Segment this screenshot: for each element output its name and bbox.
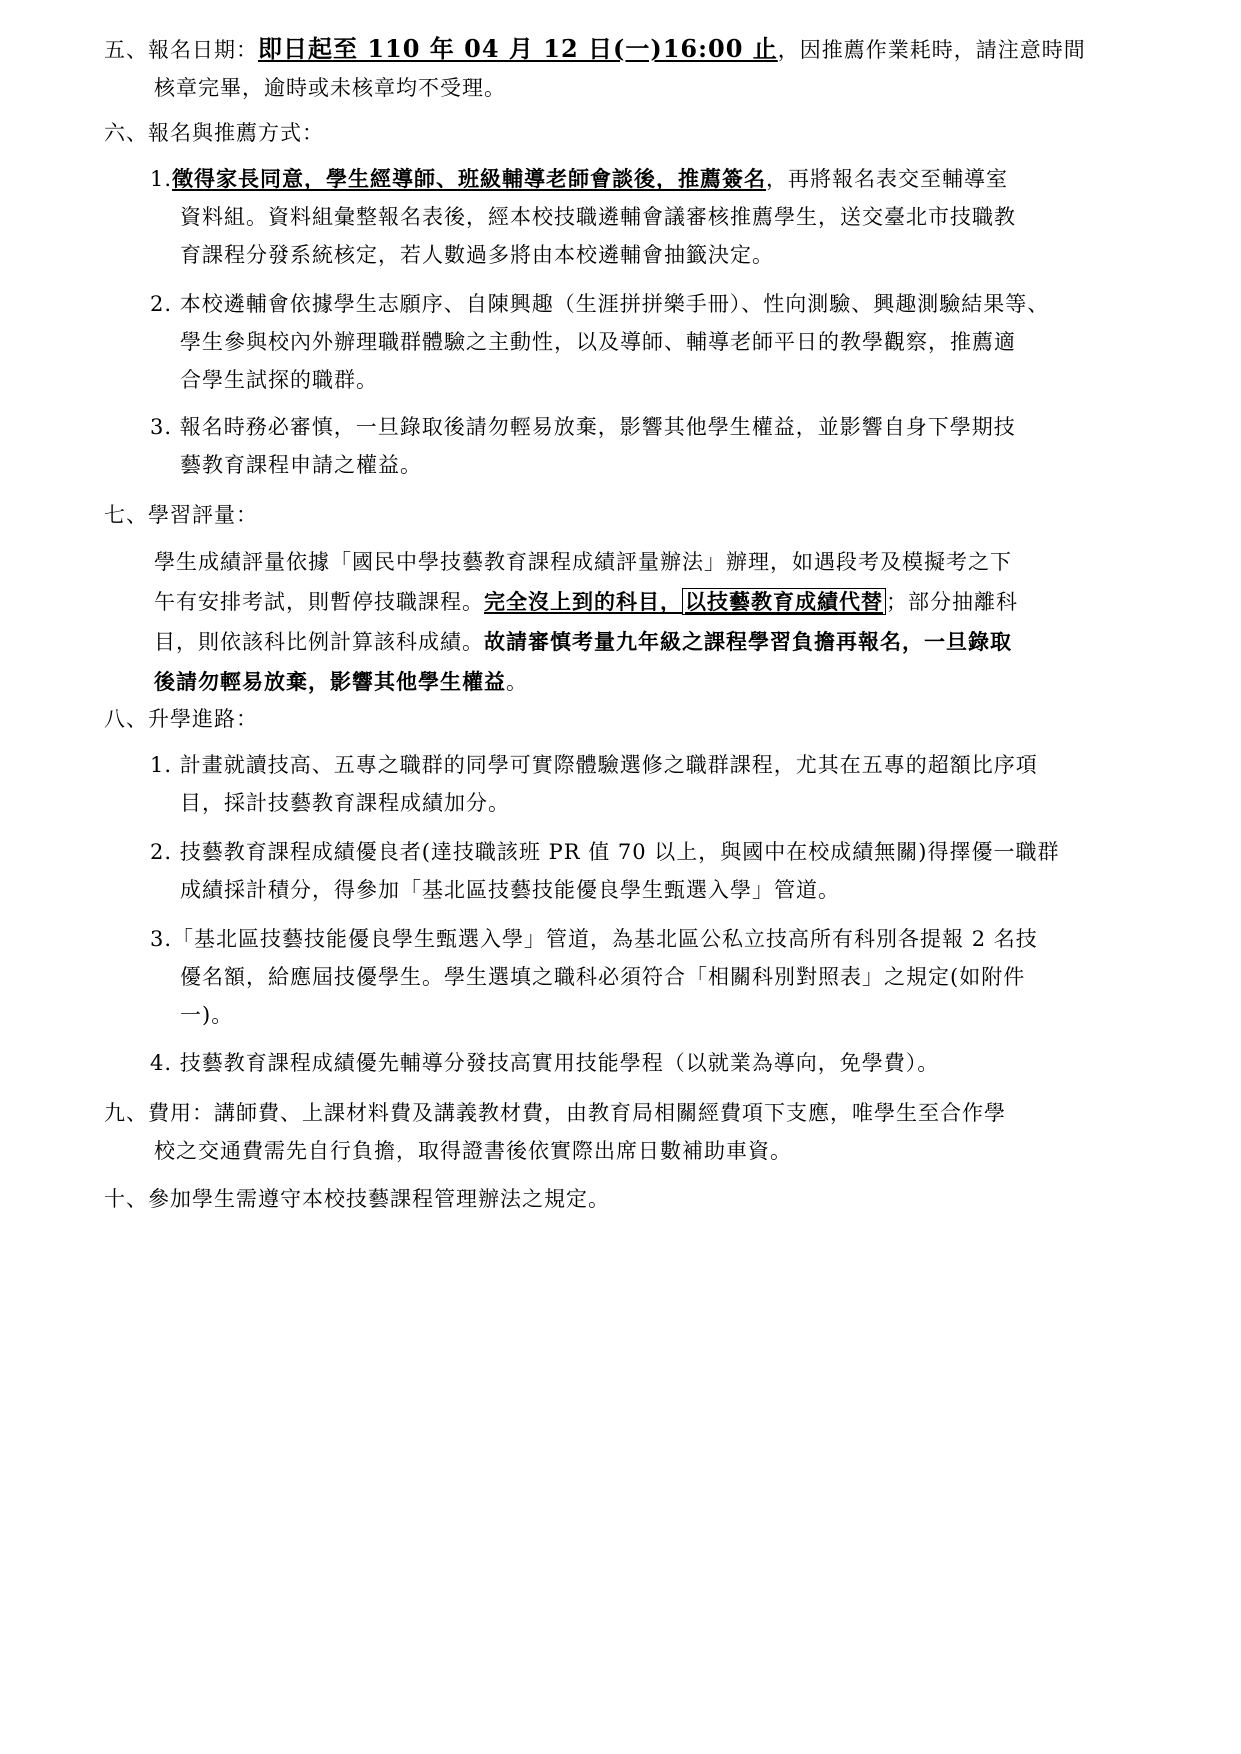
section-8-item-2-line-1: 2. 技藝教育課程成績優良者(達技職該班 PR 值 70 以上，與國中在校成績無關)得擇優一職群 bbox=[150, 840, 1060, 864]
section-8-item-3-line-3: 一)。 bbox=[180, 1003, 234, 1027]
registration-date: 即日起至 110 年 04 月 12 日(一)16:00 止 bbox=[258, 34, 778, 63]
section-6-item-1 bbox=[150, 160, 1140, 274]
section-6-heading: 六、報名與推薦方式： bbox=[104, 121, 324, 145]
caution-note: 故請審慎考量九年級之課程學習負擔再報名，一旦錄取 bbox=[484, 629, 1012, 654]
section-7-line-4 bbox=[154, 662, 1144, 702]
section-8-item-3-line-1: 3.「基北區技藝技能優良學生甄選入學」管道，為基北區公私立技高所有科別各提報 2 名技 bbox=[150, 927, 1038, 951]
section-7-line-1: 學生成績評量依據「國民中學技藝教育課程成績評量辦法」辦理，如遇段考及模擬考之下 bbox=[154, 550, 1012, 574]
section-7-heading: 七、學習評量： bbox=[104, 503, 258, 527]
section-8-item-2-line-2: 成績採計積分，得參加「基北區技藝技能優良學生甄選入學」管道。 bbox=[180, 878, 840, 902]
section-8-item-1-line-2: 目，採計技藝教育課程成績加分。 bbox=[180, 791, 510, 815]
section-8-item-4 bbox=[150, 1044, 1140, 1082]
section-6-item-2-line-3: 合學生試探的職群。 bbox=[180, 368, 378, 392]
section-6-item-1-line-3: 育課程分發系統核定，若人數過多將由本校遴輔會抽籤決定。 bbox=[180, 243, 774, 267]
section-5-heading: 五、報名日期： bbox=[104, 38, 258, 62]
section-9 bbox=[104, 1094, 1144, 1170]
section-6-item-1-line-2: 資料組。資料組彙整報名表後，經本校技職遴輔會議審核推薦學生，送交臺北市技職教 bbox=[180, 205, 1016, 229]
section-8-item-1-line-1: 1. 計畫就讀技高、五專之職群的同學可實際體驗選修之職群課程，尤其在五專的超額比序項 bbox=[150, 753, 1038, 777]
section-5-line-1 bbox=[104, 30, 1144, 69]
section-6-item-2 bbox=[150, 285, 1140, 399]
section-7-line-4-end: 。 bbox=[506, 670, 528, 694]
missed-subjects-note: 完全沒上到的科目， bbox=[484, 589, 682, 614]
section-6-item-2-line-2: 學生參與校內外辦理職群體驗之主動性，以及導師、輔導老師平日的教學觀察，推薦適 bbox=[180, 330, 1016, 354]
replacement-grade-note: 以技藝教育成績代替 bbox=[682, 588, 886, 615]
section-6-item-3-line-1: 3. 報名時務必審慎，一旦錄取後請勿輕易放棄，影響其他學生權益，並影響自身下學期技 bbox=[150, 415, 1016, 439]
section-9-line-1: 九、費用：講師費、上課材料費及講義教材費，由教育局相關經費項下支應，唯學生至合作學 bbox=[104, 1101, 1006, 1125]
section-8-heading: 八、升學進路： bbox=[104, 707, 258, 731]
section-8-item-1 bbox=[150, 746, 1140, 822]
section-5 bbox=[104, 30, 1144, 107]
item-number: 1. bbox=[150, 167, 173, 191]
section-9-line-2: 校之交通費需先自行負擔，取得證書後依實際出席日數補助車資。 bbox=[154, 1139, 792, 1163]
section-8-item-3-line-2: 優名額，給應屆技優學生。學生選填之職科必須符合「相關科別對照表」之規定(如附件 bbox=[180, 965, 1026, 989]
section-5-line-2: 核章完畢，逾時或未核章均不受理。 bbox=[154, 76, 506, 100]
section-10: 十、參加學生需遵守本校技藝課程管理辦法之規定。 bbox=[104, 1187, 610, 1211]
caution-note-cont: 後請勿輕易放棄，影響其他學生權益 bbox=[154, 669, 506, 694]
section-8-item-4-line-1: 4. 技藝教育課程成績優先輔導分發技高實用技能學程（以就業為導向，免學費）。 bbox=[150, 1051, 940, 1075]
section-6-item-1-after: ，再將報名表交至輔導室 bbox=[766, 167, 1009, 191]
section-7-line-3-start: 目，則依該科比例計算該科成績。 bbox=[154, 630, 484, 654]
section-7-line-3 bbox=[154, 622, 1144, 662]
section-8-item-2 bbox=[150, 833, 1140, 909]
section-7-line-2-end: ；部分抽離科 bbox=[886, 590, 1018, 614]
section-7-line-2-start: 午有安排考試，則暫停技職課程。 bbox=[154, 590, 484, 614]
section-8-item-3 bbox=[150, 920, 1140, 1034]
parent-consent-requirement: 徵得家長同意，學生經導師、班級輔導老師會談後，推薦簽名 bbox=[172, 166, 767, 191]
section-6-item-3 bbox=[150, 408, 1140, 484]
section-6-item-2-line-1: 2. 本校遴輔會依據學生志願序、自陳興趣（生涯拼拼樂手冊）、性向測驗、興趣測驗結果等、 bbox=[150, 292, 1050, 316]
section-7-paragraph bbox=[154, 542, 1144, 702]
section-5-after-date: ，因推薦作業耗時，請注意時間 bbox=[777, 38, 1086, 62]
section-6-item-1-line-1 bbox=[150, 160, 1140, 198]
section-7-line-2 bbox=[154, 582, 1144, 622]
section-6-item-3-line-2: 藝教育課程申請之權益。 bbox=[180, 453, 422, 477]
